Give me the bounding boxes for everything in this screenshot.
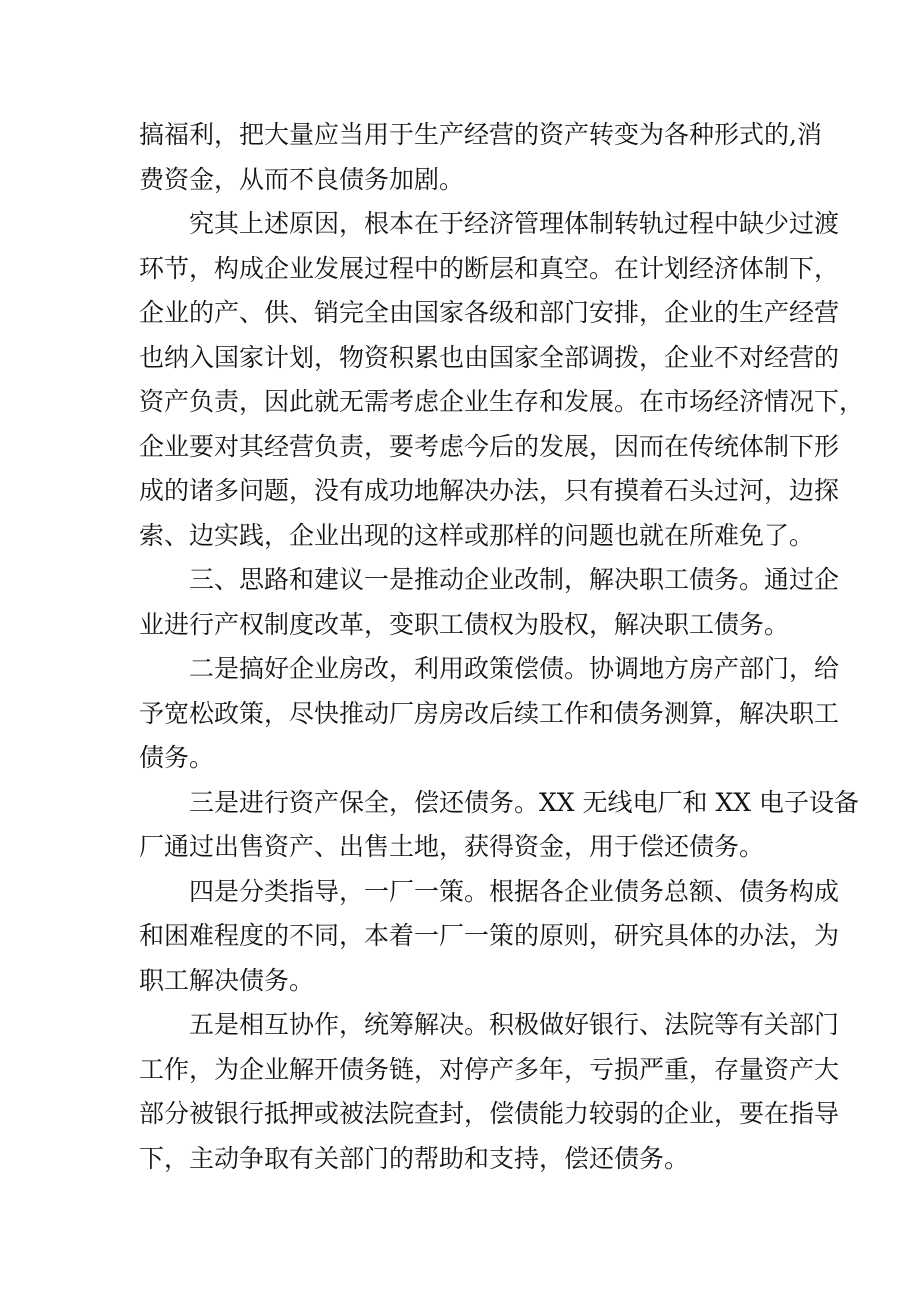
text-line: 和困难程度的不同，本着一厂一策的原则，研究具体的办法，为 xyxy=(139,921,840,950)
text-line: 也纳入国家计划，物资积累也由国家全部调拨，企业不对经营的 xyxy=(139,342,840,372)
text-line: 下，主动争取有关部门的帮助和支持，偿还债务。 xyxy=(139,1143,690,1173)
text-line: 企业的产、供、销完全由国家各级和部门安排，企业的生产经营 xyxy=(139,298,840,327)
text-line: 予宽松政策，尽快推动厂房房改后续工作和债务测算，解决职工 xyxy=(139,698,840,728)
paragraph-p2 xyxy=(139,202,865,558)
text-line: 资产负责，因此就无需考虑企业生存和发展。在市场经济情况下， xyxy=(139,387,865,416)
text-line: 厂通过出售资产、出售土地，获得资金，用于偿还债务。 xyxy=(139,832,765,861)
paragraph-p5 xyxy=(139,781,860,870)
document-body xyxy=(139,113,865,1181)
text-line: 职工解决债务。 xyxy=(139,965,315,995)
text-line: 四是分类指导，一厂一策。根据各企业债务总额、债务构成 xyxy=(189,876,840,906)
text-line: 五是相互协作，统筹解决。积极做好银行、法院等有关部门 xyxy=(189,1010,840,1039)
paragraph-p6 xyxy=(139,870,840,1004)
text-line: 工作，为企业解开债务链，对停产多年，亏损严重，存量资产大 xyxy=(139,1054,840,1084)
text-line: 搞福利，把大量应当用于生产经营的资产转变为各种形式的,消 xyxy=(139,120,822,149)
text-line: 二是搞好企业房改，利用政策偿债。协调地方房产部门，给 xyxy=(189,654,840,683)
paragraph-p4 xyxy=(139,647,840,781)
text-line: 索、边实践，企业出现的这样或那样的问题也就在所难免了。 xyxy=(139,520,815,550)
text-line: 业进行产权制度改革，变职工债权为股权，解决职工债务。 xyxy=(139,609,790,639)
text-line: 三是进行资产保全，偿还债务。XX 无线电厂和 XX 电子设备 xyxy=(189,787,860,817)
text-line: 费资金，从而不良债务加剧。 xyxy=(139,164,465,194)
paragraph-p1 xyxy=(139,113,822,202)
text-line: 三、思路和建议一是推动企业改制，解决职工债务。通过企 xyxy=(189,565,840,594)
paragraph-p3 xyxy=(139,558,840,647)
text-line: 究其上述原因，根本在于经济管理体制转轨过程中缺少过渡 xyxy=(189,209,840,238)
text-line: 成的诸多问题，没有成功地解决办法，只有摸着石头过河，边探 xyxy=(139,476,840,505)
paragraph-p7 xyxy=(139,1003,840,1181)
text-line: 环节，构成企业发展过程中的断层和真空。在计划经济体制下， xyxy=(139,253,840,283)
text-line: 企业要对其经营负责，要考虑今后的发展，因而在传统体制下形 xyxy=(139,431,840,461)
text-line: 债务。 xyxy=(139,743,215,772)
text-line: 部分被银行抵押或被法院查封，偿债能力较弱的企业，要在指导 xyxy=(139,1099,840,1128)
